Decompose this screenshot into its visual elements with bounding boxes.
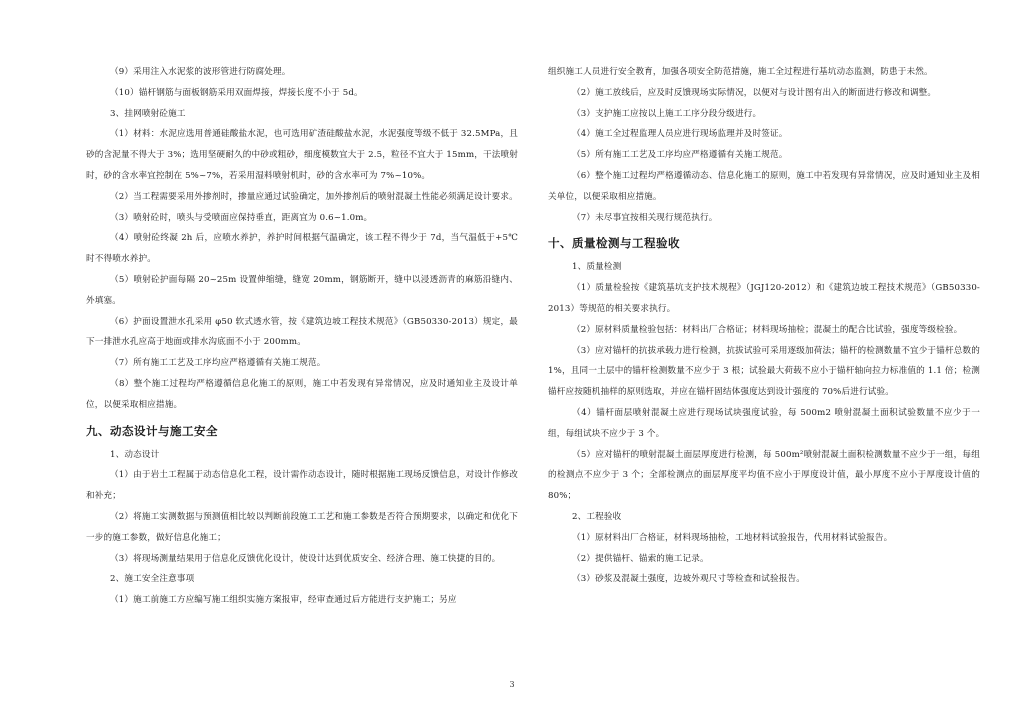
paragraph: 2、工程验收 <box>572 511 622 522</box>
paragraph: （4）施工全过程监理人员应进行现场监理并及时签证。 <box>572 129 788 140</box>
paragraph: （10）锚杆钢筋与面板钢筋采用双面焊接，焊接长度不小于 5d。 <box>110 87 363 98</box>
paragraph: （2）提供锚杆、锚索的施工记录。 <box>572 553 709 564</box>
paragraph: 3、挂网喷射砼施工 <box>110 108 186 119</box>
paragraph: （1）质量检验按《建筑基坑支护技术规程》（JGJ120-2012）和《建筑边坡工程技术规范》（GB50330-2013）等规范的相关要求执行。 <box>548 283 980 314</box>
paragraph: （6）整个施工过程均严格遵循动态、信息化施工的原则，施工中若发现有异常情况，应及时通知业主及相关单位，以便采取相应措施。 <box>548 170 980 202</box>
paragraph: （2）当工程需要采用外掺剂时，掺量应通过试验确定，加外掺剂后的喷射混凝土性能必须满足设计要求。 <box>110 191 518 202</box>
section-heading: 九、动态设计与施工安全 <box>86 423 218 438</box>
paragraph: 2、施工安全注意事项 <box>110 574 195 585</box>
paragraph: （5）应对锚杆的喷射混凝土面层厚度进行检测，每 500m²喷射混凝土面积检测数量不应少于一组，每组的检测点不应少于 3 个；全部检测点的面层厚度平均值不应小于厚度设计值，最小厚度不应小于厚度设计值的 80%； <box>548 449 980 502</box>
paragraph: （3）砂浆及混凝土强度，边坡外观尺寸等检查和试验报告。 <box>572 574 805 585</box>
paragraph: （7）未尽事宜按相关现行规范执行。 <box>572 212 718 223</box>
right-column <box>548 62 980 590</box>
paragraph: 组织施工人员进行安全教育，加强各项安全防范措施，施工全过程进行基坑动态监测，防患于未然。 <box>548 67 933 77</box>
section-heading: 十、质量检测与工程验收 <box>548 236 680 251</box>
page-number: 3 <box>509 680 515 689</box>
paragraph: 1、动态设计 <box>110 449 160 460</box>
paragraph: （5）喷射砼护面每隔 20~25m 设置伸缩缝，缝宽 20mm，钢筋断开，缝中以浸透沥青的麻筋沿缝内、外填塞。 <box>86 274 518 306</box>
paragraph: （1）材料：水泥应选用普通硅酸盐水泥，也可选用矿渣硅酸盐水泥，水泥强度等级不低于 32.5MPa，且砂的含泥量不得大于 3%；选用坚硬耐久的中砂或粗砂，细度模数宜大于 2.5，粒径不宜大于 15mm，干法喷射时，砂的含水率宜控制在 5%~7%，若采用湿料喷射机时，砂的含水率可为 7%~10%。 <box>86 129 518 181</box>
paragraph: （4）锚杆面层喷射混凝土应进行现场试块强度试验，每 500m2 喷射混凝土面积试验数量不应少于一组，每组试块不应少于 3 个。 <box>548 407 980 439</box>
paragraph: （1）原材料出厂合格证，材料现场抽检，工地材料试验报告，代用材料试验报告。 <box>572 532 893 543</box>
paragraph: （3）将现场测量结果用于信息化反馈优化设计，使设计达到优质安全、经济合理、施工快捷的目的。 <box>110 553 501 564</box>
paragraph: （1）施工前施工方应编写施工组织实施方案报审，经审查通过后方能进行支护施工；另应 <box>110 595 457 606</box>
paragraph: （3）支护施工应按以上施工工序分段分级进行。 <box>572 108 762 119</box>
paragraph: （8）整个施工过程均严格遵循信息化施工的原则，施工中若发现有异常情况，应及时通知业主及设计单位，以便采取相应措施。 <box>86 378 518 410</box>
paragraph: （5）所有施工工艺及工序均应严格遵循有关施工规范。 <box>572 150 788 161</box>
left-column <box>86 62 518 611</box>
paragraph: （2）原材料质量检验包括：材料出厂合格证；材料现场抽检；混凝土的配合比试验，强度等级检验。 <box>572 324 963 335</box>
paragraph: （2）施工放线后，应及时反馈现场实际情况，以便对与设计图有出入的断面进行修改和调整。 <box>572 87 937 98</box>
paragraph: 1、质量检测 <box>572 262 622 273</box>
paragraph: （6）护面设置泄水孔采用 φ50 软式透水管，按《建筑边坡工程技术规范》（GB50330-2013）规定，最下一排泄水孔应高于地面或排水沟底面不小于 200mm。 <box>86 316 518 348</box>
paragraph: （3）喷射砼时，喷头与受喷面应保持垂直，距离宜为 0.6~1.0m。 <box>110 212 373 223</box>
paragraph: （9）采用注入水泥浆的波形管进行防腐处理。 <box>110 67 291 77</box>
paragraph: （4）喷射砼终凝 2h 后，应喷水养护，养护时间根据气温确定，该工程不得少于 7d，当气温低于+5℃时不得喷水养护。 <box>86 233 518 265</box>
paragraph: （1）由于岩土工程属于动态信息化工程，设计需作动态设计，随时根据施工现场反馈信息，对设计作修改和补充； <box>86 470 518 502</box>
paragraph: （3）应对锚杆的抗拔承载力进行检测，抗拔试验可采用逐级加荷法；锚杆的检测数量不宜少于锚杆总数的 1%，且同一土层中的锚杆检测数量不应少于 3 根；试验最大荷载不应小于锚杆轴向拉力标准值的 1.1 倍；检测锚杆应按随机抽样的原则选取，并应在锚杆固结体强度达到设计强度的 70%后进行试验。 <box>548 345 980 398</box>
paragraph: （2）将施工实测数据与预测值相比较以判断前段施工工艺和施工参数是否符合预期要求，以确定和优化下一步的施工参数，做好信息化施工； <box>86 511 518 543</box>
paragraph: （7）所有施工工艺及工序均应严格遵循有关施工规范。 <box>110 358 326 369</box>
